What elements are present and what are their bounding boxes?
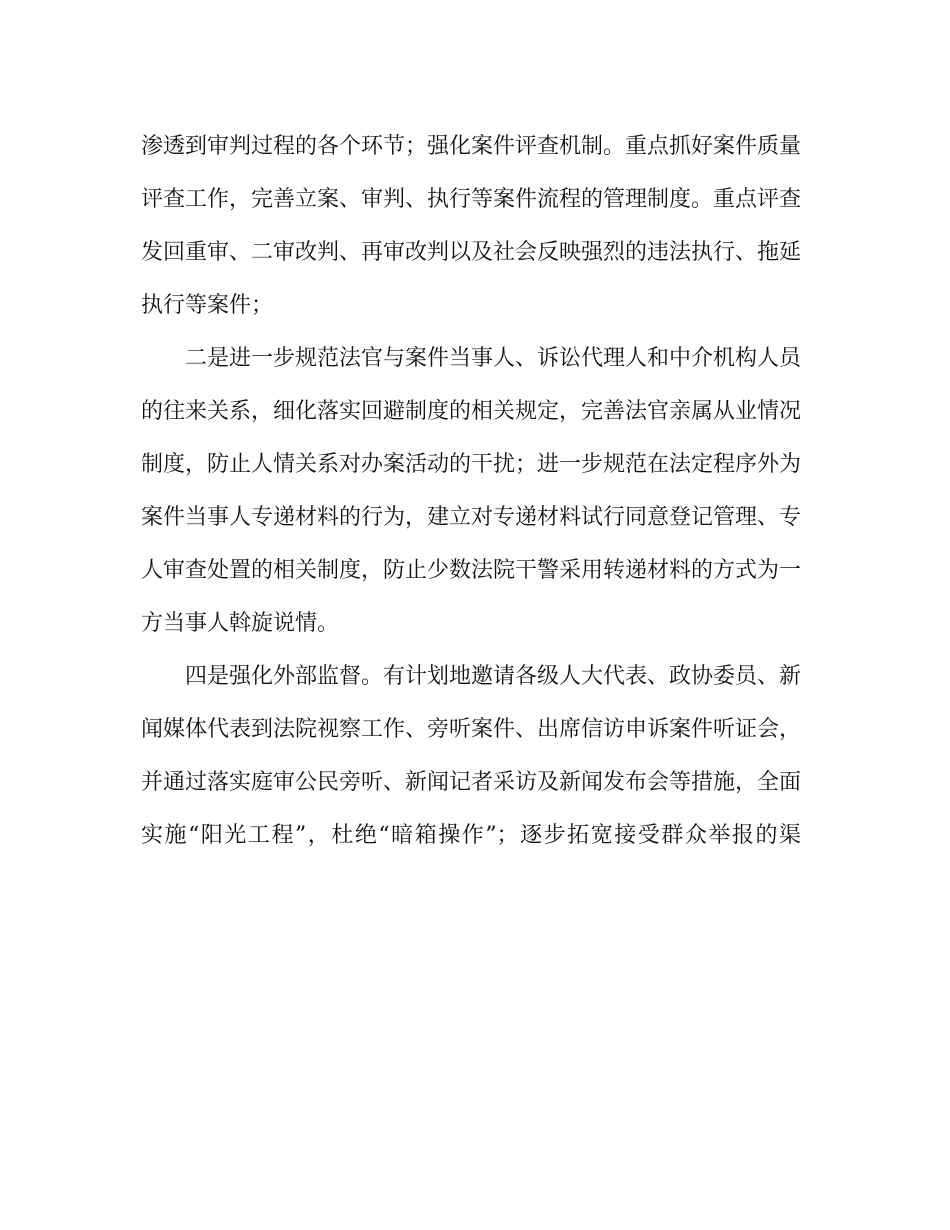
text-line: 人审查处置的相关制度，防止少数法院干警采用转递材料的方式为一 (141, 558, 802, 583)
paragraph-start-line: 二是进一步规范法官与案件当事人、诉讼代理人和中介机构人员 (185, 346, 802, 371)
text-line: 闻媒体代表到法院视察工作、旁听案件、出席信访申诉案件听证会， (141, 717, 802, 742)
text-line: 执行等案件； (141, 293, 274, 318)
paragraph-start-line: 四是强化外部监督。有计划地邀请各级人大代表、政协委员、新 (185, 664, 802, 689)
text-line: 制度，防止人情关系对办案活动的干扰；进一步规范在法定程序外为 (141, 452, 802, 477)
text-line: 发回重审、二审改判、再审改判以及社会反映强烈的违法执行、拖延 (141, 240, 802, 265)
document-body (141, 120, 801, 862)
text-line: 案件当事人专递材料的行为，建立对专递材料试行同意登记管理、专 (141, 505, 802, 530)
text-line: 并通过落实庭审公民旁听、新闻记者采访及新闻发布会等措施，全面 (141, 770, 802, 795)
text-line: 渗透到审判过程的各个环节；强化案件评查机制。重点抓好案件质量 (141, 134, 802, 159)
text-line: 方当事人斡旋说情。 (141, 611, 340, 636)
text-line: 的往来关系，细化落实回避制度的相关规定，完善法官亲属从业情况 (141, 399, 802, 424)
text-line: 评查工作，完善立案、审判、执行等案件流程的管理制度。重点评查 (141, 187, 802, 212)
text-line: 实施“阳光工程”，杜绝“暗箱操作”；逐步拓宽接受群众举报的渠 (141, 823, 801, 848)
